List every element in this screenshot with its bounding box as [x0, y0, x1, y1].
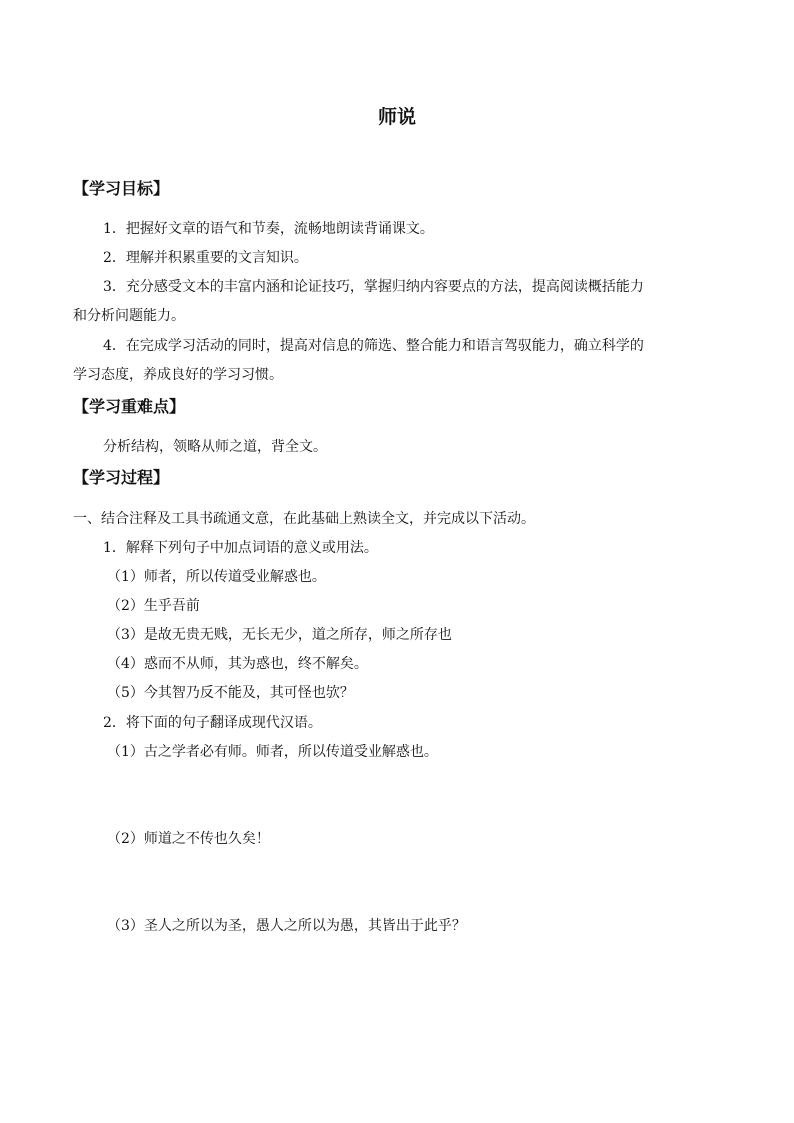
task1-item-1: （1）师者，所以传道受业解惑也。 [107, 569, 326, 585]
task1-title: 1．解释下列句子中加点词语的意义或用法。 [103, 540, 378, 556]
task2-item-1: （1）古之学者必有师。师者，所以传道受业解惑也。 [107, 744, 438, 760]
process-intro: 一、结合注释及工具书疏通文意，在此基础上熟读全文，并完成以下活动。 [73, 511, 535, 527]
goal-item-3-cont: 和分析问题能力。 [73, 308, 185, 324]
goal-item-3: 3．充分感受文本的丰富内涵和论证技巧，掌握归纳内容要点的方法，提高阅读概括能力 [103, 279, 644, 295]
key-points-heading: 【学习重难点】 [73, 397, 186, 416]
goal-item-4: 4．在完成学习活动的同时，提高对信息的筛选、整合能力和语言驾驭能力，确立科学的 [103, 338, 644, 354]
task1-item-4: （4）惑而不从师，其为惑也，终不解矣。 [107, 656, 368, 672]
process-heading: 【学习过程】 [73, 468, 170, 487]
task2-item-2: （2）师道之不传也久矣！ [107, 831, 270, 847]
goal-item-2: 2．理解并积累重要的文言知识。 [103, 250, 308, 266]
task2-item-3: （3）圣人之所以为圣，愚人之所以为愚，其皆出于此乎？ [107, 918, 466, 934]
task2-title: 2．将下面的句子翻译成现代汉语。 [103, 715, 322, 731]
task1-item-3: （3）是故无贵无贱，无长无少，道之所存，师之所存也 [107, 627, 452, 643]
page-title: 师说 [377, 106, 416, 128]
goals-heading: 【学习目标】 [73, 179, 170, 198]
goal-item-4-cont: 学习态度，养成良好的学习习惯。 [73, 367, 283, 383]
task1-item-2: （2）生乎吾前 [107, 598, 200, 614]
goal-item-1: 1．把握好文章的语气和节奏，流畅地朗读背诵课文。 [103, 221, 434, 237]
task1-item-5: （5）今其智乃反不能及，其可怪也欤？ [107, 685, 354, 701]
key-points-text: 分析结构，领略从师之道，背全文。 [103, 439, 327, 455]
